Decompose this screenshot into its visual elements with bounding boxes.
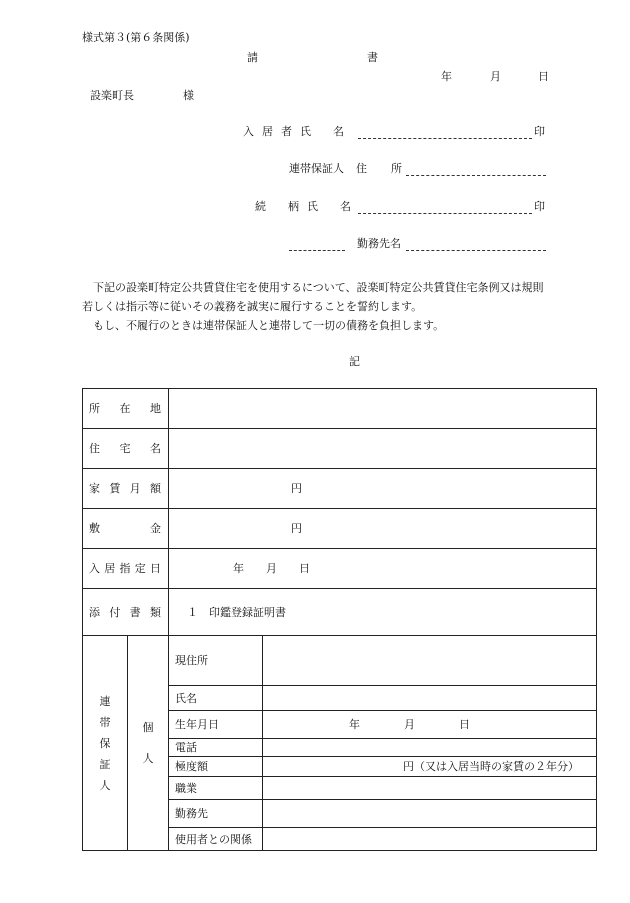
form-number: 様式第３(第６条関係): [82, 31, 190, 44]
label-move-in-date: 入 居 指 定 日: [83, 549, 169, 589]
title-char-2: 書: [367, 51, 378, 64]
seal-mark-2: 印: [534, 200, 545, 213]
guarantor-address-label: 連帯保証人 住 所: [289, 162, 402, 175]
addressee: 設楽町長: [90, 89, 134, 102]
title-char-1: 請: [247, 51, 258, 64]
sub-value-workplace[interactable]: [263, 800, 597, 828]
label-location: 所 在 地: [83, 389, 169, 429]
relation-field[interactable]: [289, 250, 345, 251]
sub-label-employer-relation: 使用者との関係: [169, 828, 263, 851]
sub-label-workplace: 勤務先: [169, 800, 263, 828]
guarantor-address-field[interactable]: [406, 175, 546, 176]
details-table: [82, 388, 597, 851]
sub-value-name[interactable]: [263, 686, 597, 711]
sub-label-limit: 極度額: [169, 757, 263, 777]
individual-vertical-label: 個 人: [128, 636, 169, 851]
sub-label-phone: 電話: [169, 739, 263, 757]
value-attachments: １ 印鑑登録証明書: [169, 589, 597, 636]
date-day: 日: [538, 70, 549, 83]
date-month: 月: [490, 70, 501, 83]
value-monthly-rent[interactable]: 円: [169, 469, 597, 509]
sub-label-current-address: 現住所: [169, 636, 263, 686]
workplace-field[interactable]: [406, 250, 546, 251]
sub-value-employer-relation[interactable]: [263, 828, 597, 851]
sub-value-limit[interactable]: 円（又は入居当時の家賃の２年分）: [263, 757, 597, 777]
value-move-in-date[interactable]: 年 月 日: [169, 549, 597, 589]
tenant-name-label: 入 居 者 氏 名: [243, 125, 344, 138]
pledge-paragraph-2: もし、不履行のときは連帯保証人と連帯して一切の債務を負担します。: [93, 319, 445, 332]
table-row-attachments: [83, 589, 597, 636]
sub-label-birthdate: 生年月日: [169, 711, 263, 739]
pledge-paragraph-1: 下記の設楽町特定公共賃貸住宅を使用するについて、設楽町特定公共賃貸住宅条例又は規則若しくは指示等に従いその義務を誠実に履行することを誓約します。: [82, 281, 544, 313]
sub-value-occupation[interactable]: [263, 777, 597, 800]
table-row-deposit: [83, 509, 597, 549]
tenant-name-field[interactable]: [358, 138, 532, 139]
table-row-housing-name: [83, 429, 597, 469]
label-monthly-rent: 家 賃 月 額: [83, 469, 169, 509]
guarantor-row-address: [83, 636, 597, 686]
sub-value-phone[interactable]: [263, 739, 597, 757]
date-year: 年: [441, 70, 452, 83]
value-location[interactable]: [169, 389, 597, 429]
label-deposit: 敷 金: [83, 509, 169, 549]
value-housing-name[interactable]: [169, 429, 597, 469]
seal-mark: 印: [534, 125, 545, 138]
relation-name-label: 続 柄 氏 名: [255, 200, 351, 213]
value-deposit[interactable]: 円: [169, 509, 597, 549]
relation-name-field[interactable]: [358, 213, 532, 214]
table-row-location: [83, 389, 597, 429]
sub-label-occupation: 職業: [169, 777, 263, 800]
workplace-label: 勤務先名: [357, 237, 401, 250]
guarantor-vertical-label: 連 帯 保 証 人: [83, 636, 128, 851]
sub-label-name: 氏名: [169, 686, 263, 711]
label-attachments: 添 付 書 類: [83, 589, 169, 636]
honorific: 様: [183, 89, 194, 102]
sub-value-birthdate[interactable]: 年 月 日: [263, 711, 597, 739]
sub-value-current-address[interactable]: [263, 636, 597, 686]
table-row-monthly-rent: [83, 469, 597, 509]
label-housing-name: 住 宅 名: [83, 429, 169, 469]
table-row-move-in-date: [83, 549, 597, 589]
ki-heading: 記: [349, 355, 360, 368]
